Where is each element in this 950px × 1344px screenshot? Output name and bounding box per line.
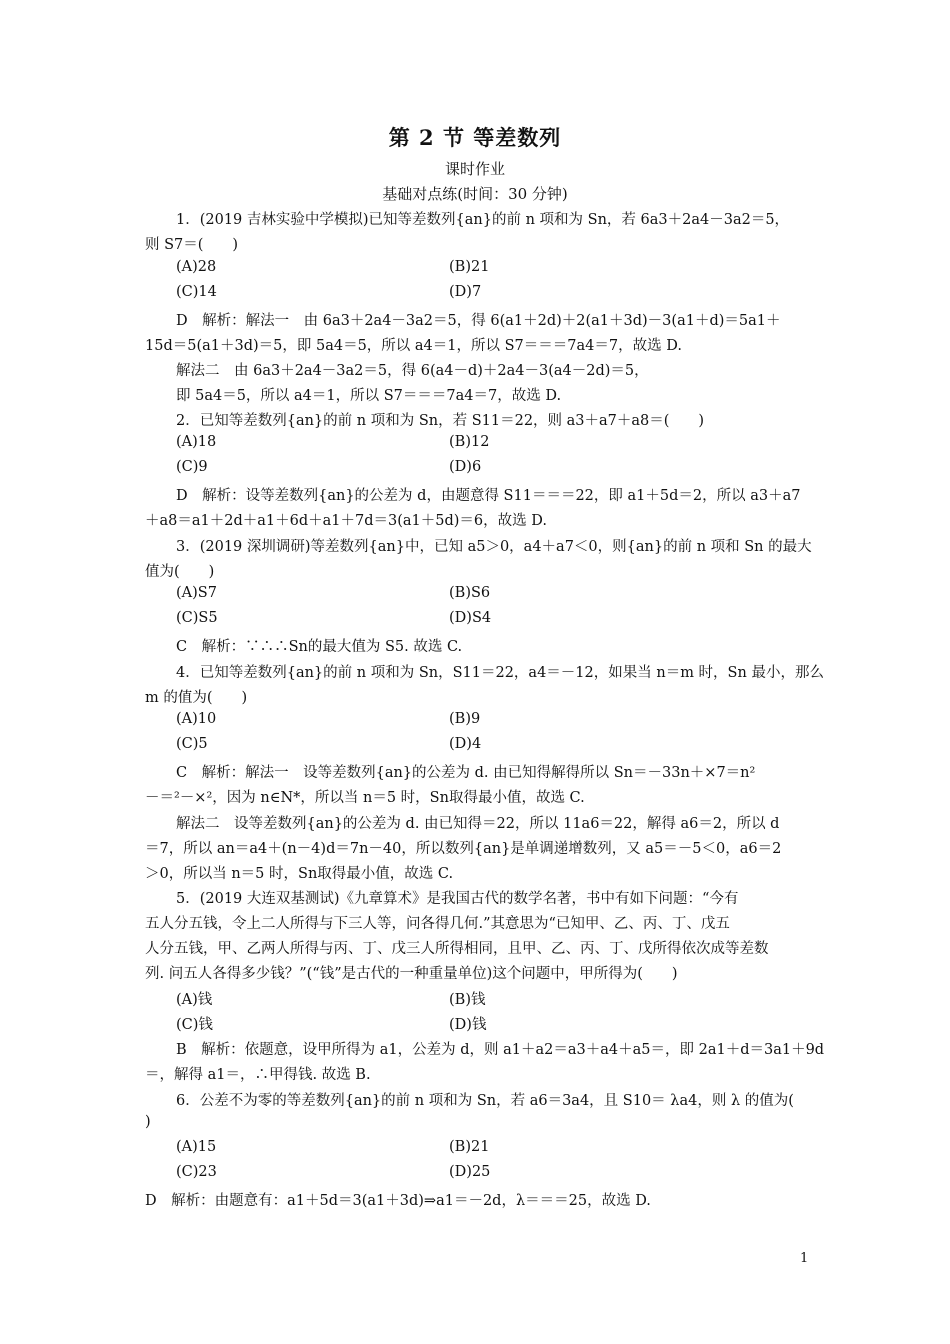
- q3-stem-cont: 值为( ): [145, 564, 215, 580]
- q6-option-d: (D)25: [449, 1164, 491, 1180]
- page-number: 1: [800, 1251, 809, 1266]
- q4-solution-line: C 解析：解法一 设等差数列{an}的公差为 d. 由已知得解得所以 Sn＝－33n＋×7＝n²: [176, 765, 756, 781]
- q3-stem: 3．(2019 深圳调研)等差数列{an}中，已知 a5＞0，a4＋a7＜0，则{an}的前 n 项和 Sn 的最大: [176, 539, 812, 555]
- q6-stem: 6．公差不为零的等差数列{an}的前 n 项和为 Sn，若 a6＝3a4，且 S10＝ λa4，则 λ 的值为(: [176, 1093, 794, 1109]
- q2-stem: 2．已知等差数列{an}的前 n 项和为 Sn，若 S11＝22，则 a3＋a7＋a8＝( ): [176, 413, 705, 429]
- q4-solution-line: ＞0，所以当 n＝5 时，Sn取得最小值，故选 C.: [145, 866, 454, 882]
- q1-stem-cont: 则 S7＝( ): [145, 237, 239, 253]
- q5-option-b: (B)钱: [449, 992, 486, 1008]
- q6-stem-cont: ): [145, 1114, 151, 1130]
- q6-solution-line: D 解析：由题意有：a1＋5d＝3(a1＋3d)⇒a1＝－2d，λ＝＝＝25，故选 D.: [145, 1193, 651, 1209]
- q5-option-d: (D)钱: [449, 1017, 487, 1033]
- q6-option-c: (C)23: [176, 1164, 217, 1180]
- q2-option-a: (A)18: [176, 434, 217, 450]
- q3-option-d: (D)S4: [449, 610, 492, 626]
- q4-solution-line: ＝7，所以 an＝a4＋(n－4)d＝7n－40，所以数列{an}是单调递增数列，又 a5＝－5＜0，a6＝2: [145, 841, 782, 857]
- q2-solution-line: D 解析：设等差数列{an}的公差为 d，由题意得 S11＝＝＝22，即 a1＋5d＝2，所以 a3＋a7: [176, 488, 801, 504]
- practice-label: 基础对点练(时间：30 分钟): [382, 185, 568, 203]
- q1-solution-line: 15d＝5(a1＋3d)＝5，即 5a4＝5，所以 a4＝1，所以 S7＝＝＝7a4＝7，故选 D.: [145, 338, 682, 354]
- q4-stem: 4．已知等差数列{an}的前 n 项和为 Sn，S11＝22，a4＝－12，如果当 n＝m 时，Sn 最小，那么: [176, 665, 824, 681]
- q2-option-c: (C)9: [176, 459, 208, 475]
- q1-solution-line: D 解析：解法一 由 6a3＋2a4－3a2＝5，得 6(a1＋2d)＋2(a1＋3d)－3(a1＋d)＝5a1＋: [176, 313, 781, 329]
- q5-stem-cont: 人分五钱，甲、乙两人所得与丙、丁、戊三人所得相同，且甲、乙、丙、丁、戊所得依次成等差数: [145, 941, 769, 957]
- q3-solution-line: C 解析：∵∴∴Sn的最大值为 S5. 故选 C.: [176, 639, 463, 655]
- q5-option-a: (A)钱: [176, 992, 213, 1008]
- q4-option-b: (B)9: [449, 711, 481, 727]
- q1-stem: 1．(2019 吉林实验中学模拟)已知等差数列{an}的前 n 项和为 Sn，若 6a3＋2a4－3a2＝5，: [176, 212, 790, 228]
- q1-option-c: (C)14: [176, 284, 217, 300]
- q1-option-a: (A)28: [176, 259, 217, 275]
- q6-option-b: (B)21: [449, 1139, 490, 1155]
- q2-option-d: (D)6: [449, 459, 482, 475]
- q5-solution-line: B 解析：依题意，设甲所得为 a1，公差为 d，则 a1＋a2＝a3＋a4＋a5＝，即 2a1＋d＝3a1＋9d: [176, 1042, 825, 1058]
- q5-stem-cont: 列. 问五人各得多少钱？”(“钱”是古代的一种重量单位)这个问题中，甲所得为( ): [145, 966, 678, 982]
- q4-option-a: (A)10: [176, 711, 217, 727]
- q3-option-c: (C)S5: [176, 610, 218, 626]
- q3-option-b: (B)S6: [449, 585, 491, 601]
- homework-label: 课时作业: [444, 160, 505, 178]
- q4-option-d: (D)4: [449, 736, 482, 752]
- q5-stem: 5．(2019 大连双基测试)《九章算术》是我国古代的数学名著，书中有如下问题：“今有: [176, 891, 739, 907]
- q1-option-b: (B)21: [449, 259, 490, 275]
- q2-option-b: (B)12: [449, 434, 490, 450]
- q1-option-d: (D)7: [449, 284, 482, 300]
- q1-solution-line: 解法二 由 6a3＋2a4－3a2＝5，得 6(a4－d)＋2a4－3(a4－2d)＝5，: [176, 363, 649, 379]
- q4-option-c: (C)5: [176, 736, 208, 752]
- q3-option-a: (A)S7: [176, 585, 217, 601]
- q4-solution-line: 解法二 设等差数列{an}的公差为 d. 由已知得＝22，所以 11a6＝22，解得 a6＝2，所以 d: [176, 816, 780, 832]
- q5-stem-cont: 五人分五钱，令上二人所得与下三人等，问各得几何.”其意思为“已知甲、乙、丙、丁、戊五: [145, 916, 730, 932]
- q2-solution-line: ＋a8＝a1＋2d＋a1＋6d＋a1＋7d＝3(a1＋5d)＝6，故选 D.: [145, 513, 547, 529]
- q5-option-c: (C)钱: [176, 1017, 213, 1033]
- q1-solution-line: 即 5a4＝5，所以 a4＝1，所以 S7＝＝＝7a4＝7，故选 D.: [176, 388, 562, 404]
- q4-stem-cont: m 的值为( ): [145, 690, 248, 706]
- q5-solution-line: ＝，解得 a1＝，∴甲得钱. 故选 B.: [145, 1067, 371, 1083]
- section-title: 第 2 节 等差数列: [388, 125, 562, 150]
- q6-option-a: (A)15: [176, 1139, 217, 1155]
- q4-solution-line: －＝²－×²，因为 n∈N*，所以当 n＝5 时，Sn取得最小值，故选 C.: [145, 790, 585, 806]
